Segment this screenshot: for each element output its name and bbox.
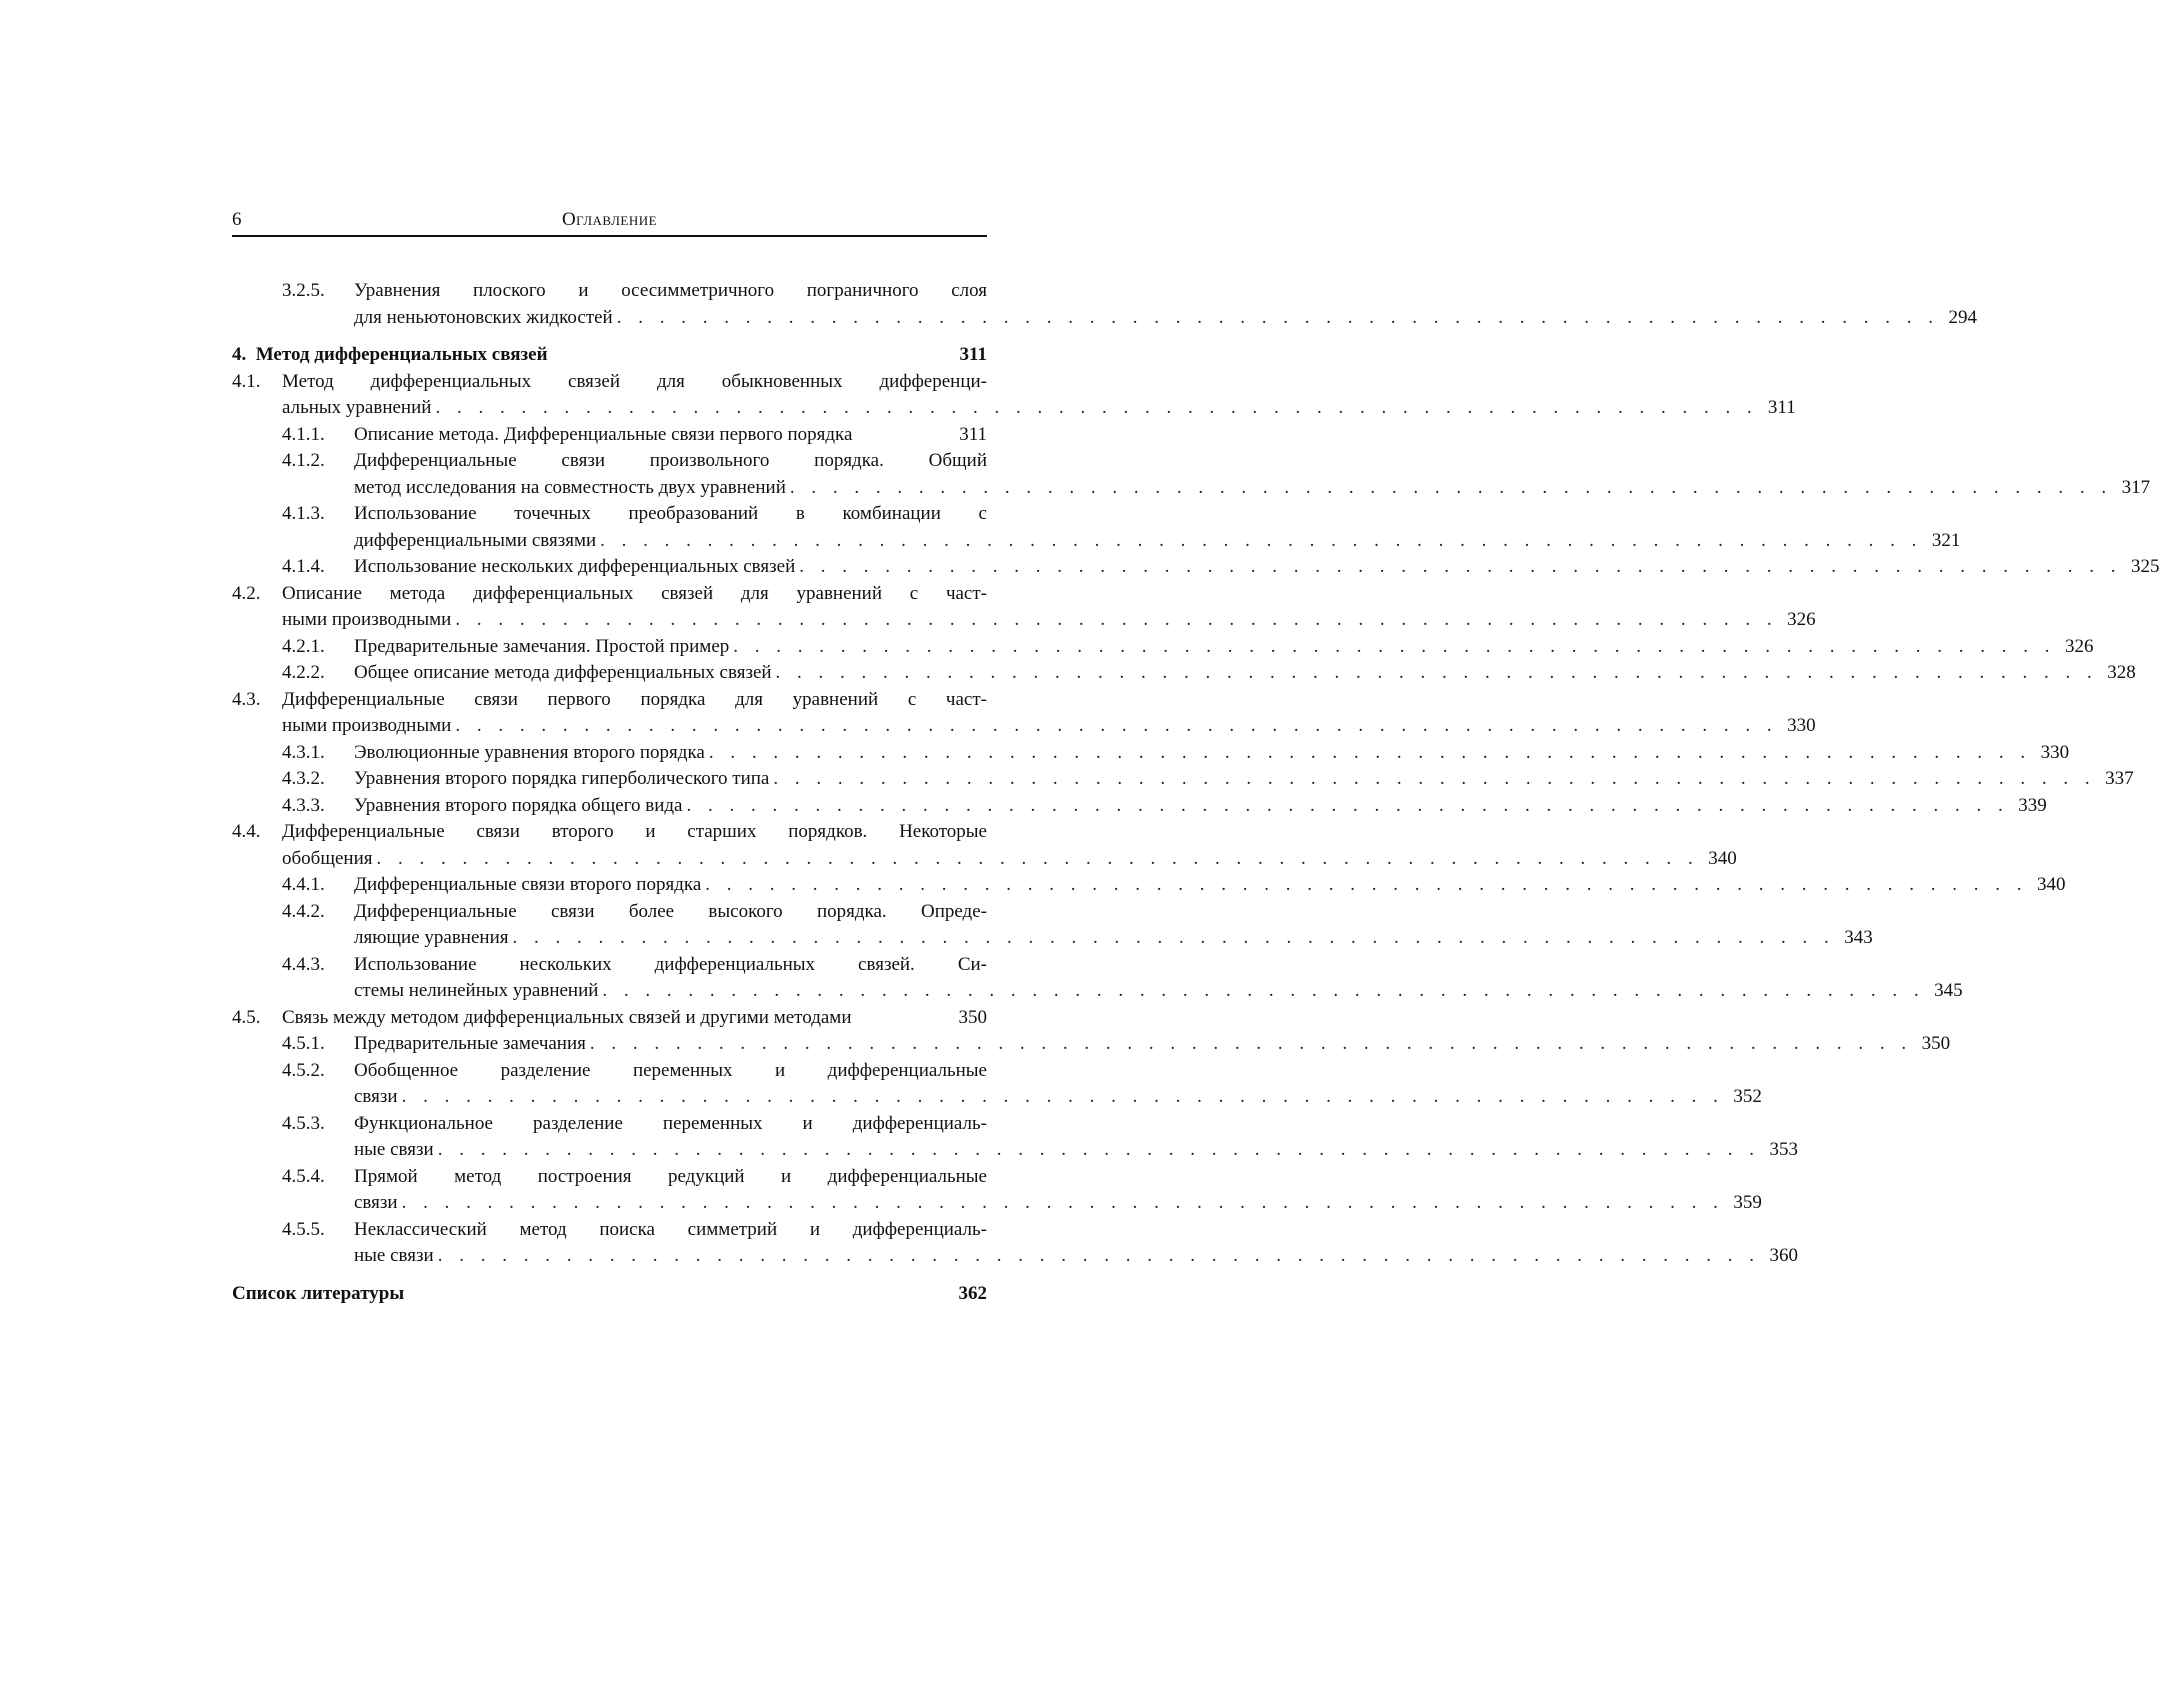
toc-title: Описание метода. Дифференциальные связи первого порядка xyxy=(354,422,852,449)
toc-title-line: Использование точечных преобразований в комбинации с xyxy=(354,501,987,528)
toc-number: 4.2.2. xyxy=(282,660,325,687)
toc-number: 4.3.2. xyxy=(282,766,325,793)
toc-title: для неньютоновских жидкостей xyxy=(354,305,613,332)
toc-title: Предварительные замечания. Простой пример xyxy=(354,634,729,661)
toc-page: 362 xyxy=(959,1281,988,1308)
dot-leader: . . . . . . . . . . . . . . . . . . . . . . . . . . . . . . . . . . . . . . . . . . . . . . . . . . . . . . . . . . . . . . xyxy=(773,766,2095,793)
dot-leader: . . . . . . . . . . . . . . . . . . . . . . . . . . . . . . . . . . . . . . . . . . . . . . . . . . . . . . . . . . . . . . xyxy=(733,634,2055,661)
dot-leader: . . . . . . . . . . . . . . . . . . . . . . . . . . . . . . . . . . . . . . . . . . . . . . . . . . . . . . . . . . . . . . xyxy=(686,793,2008,820)
toc-title: ные связи xyxy=(354,1137,434,1164)
toc-title: ные связи xyxy=(354,1243,434,1270)
dot-leader: . . . . . . . . . . . . . . . . . . . . . . . . . . . . . . . . . . . . . . . . . . . . . . . . . . . . . . . . . . . . . . xyxy=(402,1190,1724,1217)
toc-title: стемы нелинейных уравнений xyxy=(354,978,598,1005)
toc-title-line: Уравнения плоского и осесимметричного пограничного слоя xyxy=(354,278,987,305)
toc-subsection[interactable] xyxy=(232,501,987,554)
toc-subsection[interactable] xyxy=(232,793,987,820)
toc-number: 4.1. xyxy=(232,369,261,396)
toc-title: метод исследования на совместность двух уравнений xyxy=(354,475,786,502)
toc-number: 4.1.4. xyxy=(282,554,325,581)
toc-subsection[interactable] xyxy=(232,660,987,687)
toc-page: 325 xyxy=(2126,554,2160,581)
toc-subsection[interactable] xyxy=(232,952,987,1005)
toc-number: 4.5.5. xyxy=(282,1217,325,1244)
toc-subsection[interactable] xyxy=(232,554,987,581)
dot-leader: . . . . . . . . . . . . . . . . . . . . . . . . . . . . . . . . . . . . . . . . . . . . . . . . . . . . . . . . . . . . . . xyxy=(590,1031,1912,1058)
toc-page: 340 xyxy=(1703,846,1737,873)
dot-leader: . . . . . . . . . . . . . . . . . . . . . . . . . . . . . . . . . . . . . . . . . . . . . . . . . . . . . . . . . . . . . . xyxy=(600,528,1922,555)
toc-title: Уравнения второго порядка общего вида xyxy=(354,793,682,820)
dot-leader: . . . . . . . . . . . . . . . . . . . . . . . . . . . . . . . . . . . . . . . . . . . . . . . . . . . . . . . . . . . . . . xyxy=(790,475,2112,502)
toc-title-line: Обобщенное разделение переменных и дифференциальные xyxy=(354,1058,987,1085)
toc-page: 337 xyxy=(2100,766,2134,793)
toc-page: 311 xyxy=(959,422,987,449)
toc-section[interactable] xyxy=(232,369,987,422)
dot-leader: . . . . . . . . . . . . . . . . . . . . . . . . . . . . . . . . . . . . . . . . . . . . . . . . . . . . . . . . . . . . . . xyxy=(705,872,2027,899)
toc-number: 4.4.3. xyxy=(282,952,325,979)
toc-title: Метод дифференциальных связей xyxy=(256,344,548,365)
toc-page: 350 xyxy=(959,1005,988,1032)
toc-number: 4.4.1. xyxy=(282,872,325,899)
toc-title: ляющие уравнения xyxy=(354,925,508,952)
toc-title-line: Дифференциальные связи более высокого порядка. Опреде- xyxy=(354,899,987,926)
toc-page: 339 xyxy=(2013,793,2047,820)
toc-page: 294 xyxy=(1943,305,1977,332)
dot-leader: . . . . . . . . . . . . . . . . . . . . . . . . . . . . . . . . . . . . . . . . . . . . . . . . . . . . . . . . . . . . . . xyxy=(435,395,1757,422)
toc-page: 343 xyxy=(1839,925,1873,952)
dot-leader: . . . . . . . . . . . . . . . . . . . . . . . . . . . . . . . . . . . . . . . . . . . . . . . . . . . . . . . . . . . . . . xyxy=(402,1084,1724,1111)
toc-page: 328 xyxy=(2102,660,2136,687)
toc-title: связи xyxy=(354,1190,398,1217)
toc-page: 345 xyxy=(1929,978,1963,1005)
toc-number: 4.5. xyxy=(232,1005,261,1032)
toc-page: 360 xyxy=(1764,1243,1798,1270)
toc-title: ными производными xyxy=(282,713,451,740)
toc-subsection[interactable] xyxy=(232,1031,987,1058)
page-number: 6 xyxy=(232,209,242,231)
running-title: Оглавление xyxy=(232,209,987,231)
toc-section[interactable] xyxy=(232,819,987,872)
toc-subsection[interactable] xyxy=(232,1217,987,1270)
dot-leader: . . . . . . . . . . . . . . . . . . . . . . . . . . . . . . . . . . . . . . . . . . . . . . . . . . . . . . . . . . . . . . xyxy=(455,713,1777,740)
toc-title: Уравнения второго порядка гиперболического типа xyxy=(354,766,769,793)
toc-subsection[interactable] xyxy=(232,766,987,793)
toc-subsection[interactable] xyxy=(232,448,987,501)
toc-number: 4.3. xyxy=(232,687,261,714)
toc-title: обобщения xyxy=(282,846,372,873)
toc-subsection[interactable] xyxy=(232,278,987,331)
toc-subsection[interactable] xyxy=(232,422,987,449)
toc-chapter[interactable] xyxy=(232,342,987,369)
toc-number: 4.5.2. xyxy=(282,1058,325,1085)
toc-subsection[interactable] xyxy=(232,1111,987,1164)
toc-subsection[interactable] xyxy=(232,1058,987,1111)
toc-page: 352 xyxy=(1728,1084,1762,1111)
toc-number: 4.5.1. xyxy=(282,1031,325,1058)
dot-leader: . . . . . . . . . . . . . . . . . . . . . . . . . . . . . . . . . . . . . . . . . . . . . . . . . . . . . . . . . . . . . . xyxy=(776,660,2098,687)
toc-number: 4.2. xyxy=(232,581,261,608)
toc-title: Эволюционные уравнения второго порядка xyxy=(354,740,705,767)
table-of-contents xyxy=(232,278,987,1307)
toc-number: 4. xyxy=(232,344,246,365)
toc-title: альных уравнений xyxy=(282,395,431,422)
toc-title: ными производными xyxy=(282,607,451,634)
toc-page: 353 xyxy=(1764,1137,1798,1164)
toc-title: Связь между методом дифференциальных связей и другими методами xyxy=(282,1005,851,1032)
toc-title-line: Прямой метод построения редукций и дифференциальные xyxy=(354,1164,987,1191)
toc-number: 4.1.2. xyxy=(282,448,325,475)
toc-title: Общее описание метода дифференциальных связей xyxy=(354,660,772,687)
running-header xyxy=(232,207,987,237)
toc-number: 4.3.1. xyxy=(282,740,325,767)
dot-leader: . . . . . . . . . . . . . . . . . . . . . . . . . . . . . . . . . . . . . . . . . . . . . . . . . . . . . . . . . . . . . . xyxy=(617,305,1939,332)
toc-page: 317 xyxy=(2116,475,2150,502)
dot-leader: . . . . . . . . . . . . . . . . . . . . . . . . . . . . . . . . . . . . . . . . . . . . . . . . . . . . . . . . . . . . . . xyxy=(455,607,1777,634)
toc-number: 4.1.3. xyxy=(282,501,325,528)
toc-page: 326 xyxy=(2060,634,2094,661)
toc-page: 330 xyxy=(2035,740,2069,767)
dot-leader: . . . . . . . . . . . . . . . . . . . . . . . . . . . . . . . . . . . . . . . . . . . . . . . . . . . . . . . . . . . . . . xyxy=(438,1137,1760,1164)
toc-section[interactable] xyxy=(232,581,987,634)
toc-title-line: Метод дифференциальных связей для обыкновенных дифференци- xyxy=(282,369,987,396)
toc-title-line: Описание метода дифференциальных связей для уравнений с част- xyxy=(282,581,987,608)
toc-number: 4.5.4. xyxy=(282,1164,325,1191)
toc-title-line: Неклассический метод поиска симметрий и дифференциаль- xyxy=(354,1217,987,1244)
toc-number: 4.3.3. xyxy=(282,793,325,820)
toc-page: 350 xyxy=(1916,1031,1950,1058)
toc-subsection[interactable] xyxy=(232,634,987,661)
toc-title-line: Дифференциальные связи произвольного порядка. Общий xyxy=(354,448,987,475)
toc-title-line: Дифференциальные связи второго и старших порядков. Некоторые xyxy=(282,819,987,846)
toc-title: дифференциальными связями xyxy=(354,528,596,555)
toc-title-line: Дифференциальные связи первого порядка для уравнений с част- xyxy=(282,687,987,714)
toc-section[interactable] xyxy=(232,1005,987,1032)
dot-leader: . . . . . . . . . . . . . . . . . . . . . . . . . . . . . . . . . . . . . . . . . . . . . . . . . . . . . . . . . . . . . . xyxy=(438,1243,1760,1270)
toc-page: 340 xyxy=(2032,872,2066,899)
toc-number: 4.4. xyxy=(232,819,261,846)
toc-title: Предварительные замечания xyxy=(354,1031,586,1058)
toc-page: 311 xyxy=(1762,395,1796,422)
toc-page: 326 xyxy=(1782,607,1816,634)
dot-leader: . . . . . . . . . . . . . . . . . . . . . . . . . . . . . . . . . . . . . . . . . . . . . . . . . . . . . . . . . . . . . . xyxy=(376,846,1698,873)
toc-subsection[interactable] xyxy=(232,740,987,767)
toc-number: 4.5.3. xyxy=(282,1111,325,1138)
toc-number: 4.2.1. xyxy=(282,634,325,661)
toc-number: 4.1.1. xyxy=(282,422,325,449)
toc-bibliography[interactable] xyxy=(232,1281,987,1308)
toc-title: Дифференциальные связи второго порядка xyxy=(354,872,701,899)
dot-leader: . . . . . . . . . . . . . . . . . . . . . . . . . . . . . . . . . . . . . . . . . . . . . . . . . . . . . . . . . . . . . . xyxy=(799,554,2121,581)
toc-page: 359 xyxy=(1728,1190,1762,1217)
toc-subsection[interactable] xyxy=(232,872,987,899)
document-page xyxy=(0,0,1200,1698)
toc-section[interactable] xyxy=(232,687,987,740)
dot-leader: . . . . . . . . . . . . . . . . . . . . . . . . . . . . . . . . . . . . . . . . . . . . . . . . . . . . . . . . . . . . . . xyxy=(602,978,1924,1005)
toc-page: 321 xyxy=(1926,528,1960,555)
toc-number: 4.4.2. xyxy=(282,899,325,926)
toc-subsection[interactable] xyxy=(232,899,987,952)
toc-page: 311 xyxy=(960,342,987,369)
dot-leader: . . . . . . . . . . . . . . . . . . . . . . . . . . . . . . . . . . . . . . . . . . . . . . . . . . . . . . . . . . . . . . xyxy=(512,925,1834,952)
toc-number: 3.2.5. xyxy=(282,278,325,305)
dot-leader: . . . . . . . . . . . . . . . . . . . . . . . . . . . . . . . . . . . . . . . . . . . . . . . . . . . . . . . . . . . . . . xyxy=(709,740,2031,767)
toc-title-line: Функциональное разделение переменных и дифференциаль- xyxy=(354,1111,987,1138)
toc-title: Список литературы xyxy=(232,1283,404,1304)
toc-subsection[interactable] xyxy=(232,1164,987,1217)
toc-title: связи xyxy=(354,1084,398,1111)
toc-title-line: Использование нескольких дифференциальных связей. Си- xyxy=(354,952,987,979)
toc-title: Использование нескольких дифференциальных связей xyxy=(354,554,795,581)
toc-page: 330 xyxy=(1782,713,1816,740)
